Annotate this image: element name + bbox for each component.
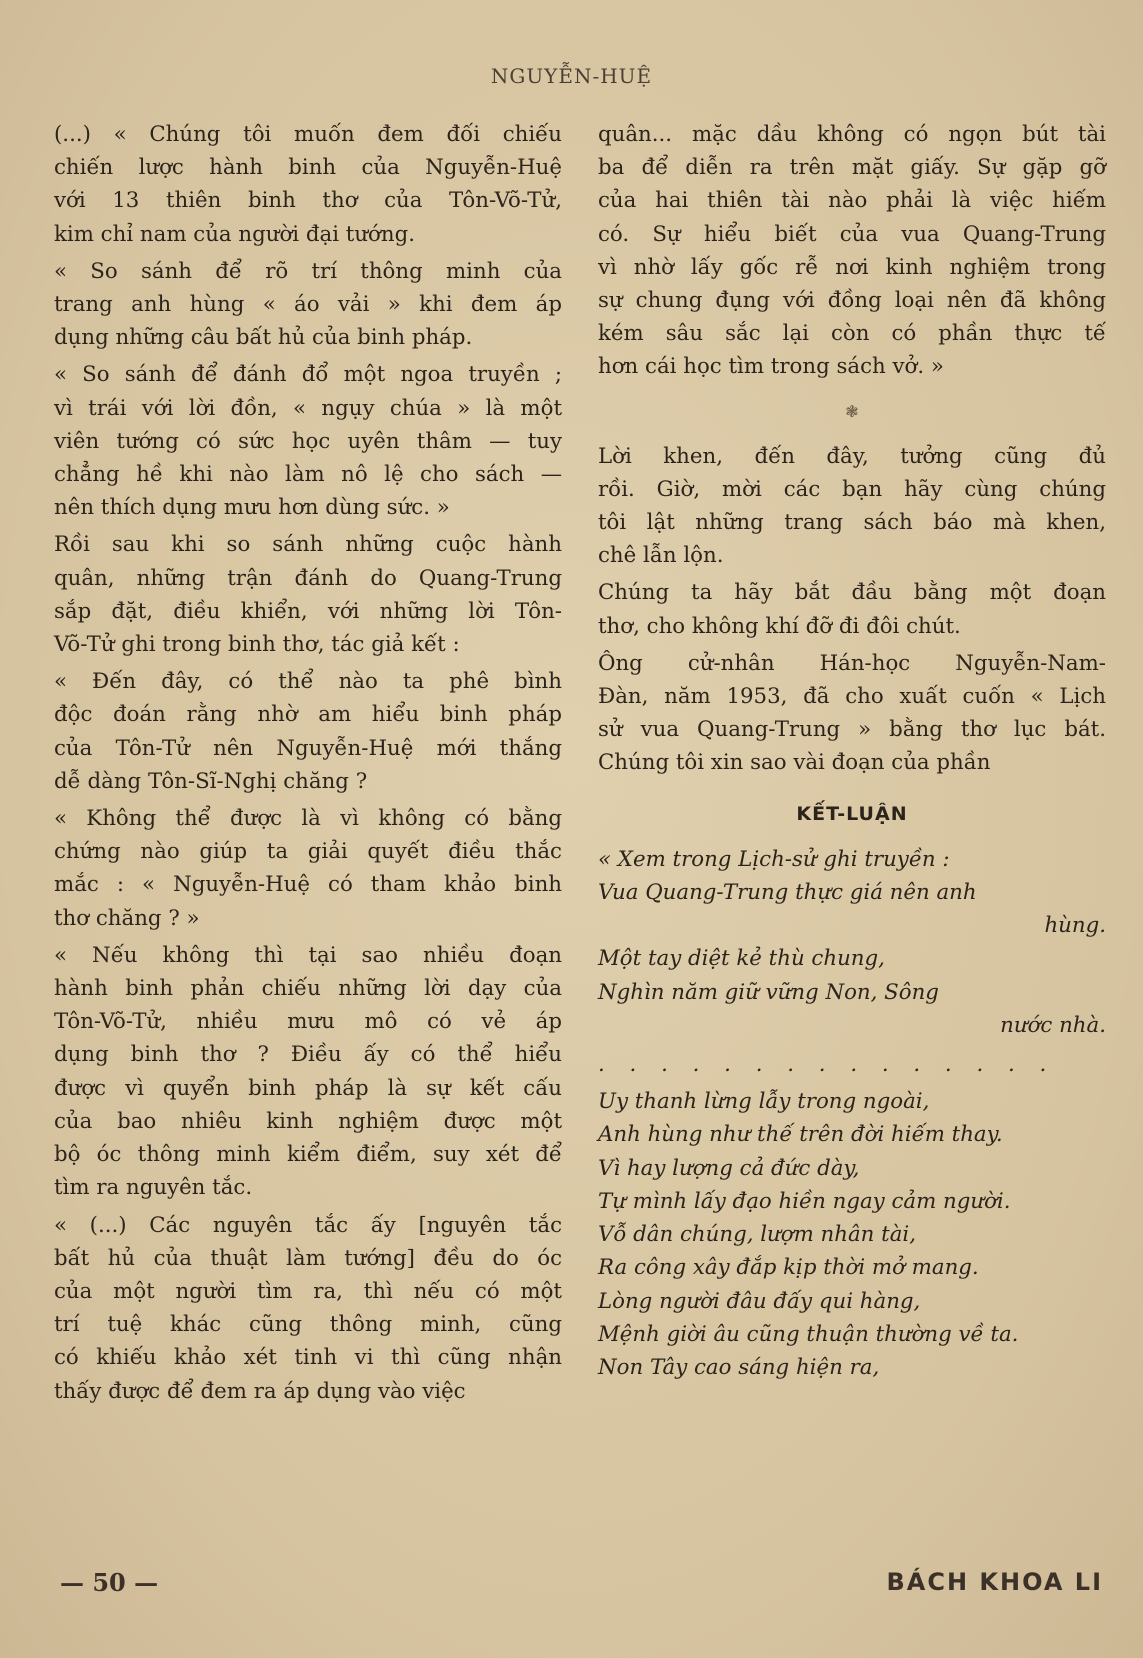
text-line: ba để diễn ra trên mặt giấy. Sự gặp gỡ <box>598 155 1106 181</box>
text-line: quân, những trận đánh do Quang-Trung <box>54 565 562 591</box>
text-line: chẳng hề khi nào làm nô lệ cho sách — <box>54 462 562 488</box>
text-line: có. Sự hiểu biết của vua Quang-Trung <box>598 221 1106 247</box>
poem-line: Một tay diệt kẻ thù chung, <box>598 946 885 972</box>
text-line: sự chung đụng với đồng loại nên đã không <box>598 288 1106 314</box>
paragraph <box>598 440 1106 573</box>
text-line: trí tuệ khác cũng thông minh, cũng <box>54 1312 562 1338</box>
text-line: sắp đặt, điều khiển, với những lời Tôn- <box>54 598 562 624</box>
poem-line: Non Tây cao sáng hiện ra, <box>598 1354 880 1380</box>
poem-line: « Xem trong Lịch-sử ghi truyền : <box>598 846 950 872</box>
section-heading: KẾT-LUẬN <box>796 802 908 825</box>
paragraph <box>598 118 1106 384</box>
text-line: « So sánh để rõ trí thông minh của <box>54 258 562 284</box>
text-line: sử vua Quang-Trung » bằng thơ lục bát. <box>598 717 1106 743</box>
text-line: chiến lược hành binh của Nguyễn-Huệ <box>54 155 562 181</box>
left-column <box>54 118 562 1408</box>
paragraph <box>598 576 1106 642</box>
text-line: Chúng ta hãy bắt đầu bằng một đoạn <box>598 580 1106 606</box>
text-line: thơ chăng ? » <box>54 905 200 931</box>
text-line: trang anh hùng « áo vải » khi đem áp <box>54 292 562 318</box>
text-line: tìm ra nguyên tắc. <box>54 1175 253 1201</box>
poem-line: Mệnh giời âu cũng thuận thường về ta. <box>598 1321 1019 1347</box>
poem-line: Tự mình lấy đạo hiền ngay cảm người. <box>598 1188 1011 1214</box>
poem-ellipsis: . . . . . . . . . . . . . . . <box>598 1052 1056 1078</box>
paragraph <box>54 1209 562 1408</box>
poem-line: Anh hùng như thế trên đời hiếm thay. <box>598 1122 1003 1148</box>
paragraph <box>54 802 562 935</box>
text-line: nên thích dụng mưu hơn dùng sức. » <box>54 495 450 521</box>
text-line: « Đến đây, có thể nào ta phê bình <box>54 669 562 695</box>
poem-line: Vua Quang-Trung thực giá nên anh <box>598 880 977 906</box>
page-number: — 50 — <box>60 1568 159 1597</box>
text-line: Rồi sau khi so sánh những cuộc hành <box>54 532 562 558</box>
text-line: hơn cái học tìm trong sách vở. » <box>598 354 944 380</box>
paragraph <box>598 647 1106 780</box>
poem-line: hùng. <box>1044 913 1106 939</box>
text-line: rồi. Giờ, mời các bạn hãy cùng chúng <box>598 476 1106 502</box>
text-line: tôi lật những trang sách báo mà khen, <box>598 510 1106 536</box>
text-line: quân... mặc dầu không có ngọn bút tài <box>598 122 1106 147</box>
text-line: Chúng tôi xin sao vài đoạn của phần <box>598 750 991 776</box>
running-head: NGUYỄN-HUỆ <box>490 64 653 88</box>
text-line: của bao nhiêu kinh nghiệm được một <box>54 1108 562 1134</box>
text-line: vì trái với lời đồn, « ngụy chúa » là một <box>54 395 562 421</box>
text-line: chê lẫn lộn. <box>598 543 724 569</box>
text-line: Ông cử-nhân Hán-học Nguyễn-Nam- <box>598 650 1106 676</box>
section-ornament: ❃ <box>845 401 859 421</box>
text-line: « (...) Các nguyên tắc ấy [nguyên tắc <box>54 1212 562 1238</box>
paragraph <box>54 358 562 524</box>
paragraph <box>54 528 562 661</box>
text-line: bộ óc thông minh kiểm điểm, suy xét để <box>54 1142 562 1168</box>
text-line: « Nếu không thì tại sao nhiều đoạn <box>54 942 562 968</box>
poem-line: Uy thanh lừng lẫy trong ngoài, <box>598 1089 930 1115</box>
text-line: dễ dàng Tôn-Sĩ-Nghị chăng ? <box>54 768 368 794</box>
text-line: chứng nào giúp ta giải quyết điều thắc <box>54 839 562 865</box>
text-line: có khiếu khảo xét tinh vi thì cũng nhận <box>54 1345 562 1371</box>
poem-line: Vỗ dân chúng, lượm nhân tài, <box>598 1222 917 1248</box>
text-line: độc đoán rằng nhờ am hiểu binh pháp <box>54 702 562 728</box>
poem-line: Lòng người đâu đấy qui hàng, <box>598 1288 921 1314</box>
text-line: « So sánh để đánh đổ một ngoa truyền ; <box>54 362 562 388</box>
poem-line: Vì hay lượng cả đức dày, <box>598 1155 860 1181</box>
text-line: hành binh phản chiếu những lời dạy của <box>54 976 562 1002</box>
paragraph <box>54 118 562 251</box>
poem-line: Ra công xây đắp kịp thời mở mang. <box>598 1255 979 1281</box>
paragraph <box>54 939 562 1205</box>
text-line: viên tướng có sức học uyên thâm — tuy <box>54 428 562 454</box>
text-line: Tôn-Võ-Tử, nhiều mưu mô có vẻ áp <box>54 1009 562 1035</box>
text-line: được vì quyển binh pháp là sự kết cấu <box>54 1075 562 1101</box>
text-line: (...) « Chúng tôi muốn đem đối chiếu <box>54 122 562 147</box>
poem-line: nước nhà. <box>1000 1012 1106 1038</box>
poem <box>598 843 1106 1384</box>
text-line: của một người tìm ra, thì nếu có một <box>54 1278 562 1304</box>
text-line: thơ, cho không khí đỡ đi đôi chút. <box>598 613 961 639</box>
text-line: thấy được để đem ra áp dụng vào việc <box>54 1378 466 1404</box>
text-line: của Tôn-Tử nên Nguyễn-Huệ mới thắng <box>54 735 562 761</box>
text-line: Võ-Tử ghi trong binh thơ, tác giả kết : <box>54 632 460 658</box>
text-line: mắc : « Nguyễn-Huệ có tham khảo binh <box>54 872 562 898</box>
text-line: kém sâu sắc lại còn có phần thực tế <box>598 321 1106 347</box>
magazine-title: BÁCH KHOA LI <box>886 1568 1103 1596</box>
text-line: kim chỉ nam của người đại tướng. <box>54 221 415 247</box>
text-line: Đàn, năm 1953, đã cho xuất cuốn « Lịch <box>598 684 1106 710</box>
text-line: bất hủ của thuật làm tướng] đều do óc <box>54 1245 562 1271</box>
text-line: dụng những câu bất hủ của binh pháp. <box>54 325 473 351</box>
text-line: vì nhờ lấy gốc rễ nơi kinh nghiệm trong <box>598 254 1106 280</box>
right-column <box>598 118 1106 1384</box>
text-line: dụng binh thơ ? Điều ấy có thể hiểu <box>54 1042 562 1068</box>
text-line: với 13 thiên binh thơ của Tôn-Võ-Tử, <box>54 188 562 214</box>
text-line: của hai thiên tài nào phải là việc hiếm <box>598 188 1106 214</box>
paragraph <box>54 255 562 355</box>
text-line: « Không thể được là vì không có bằng <box>54 806 562 832</box>
text-line: Lời khen, đến đây, tưởng cũng đủ <box>598 443 1106 469</box>
poem-line: Nghìn năm giữ vững Non, Sông <box>598 979 939 1005</box>
paragraph <box>54 665 562 798</box>
